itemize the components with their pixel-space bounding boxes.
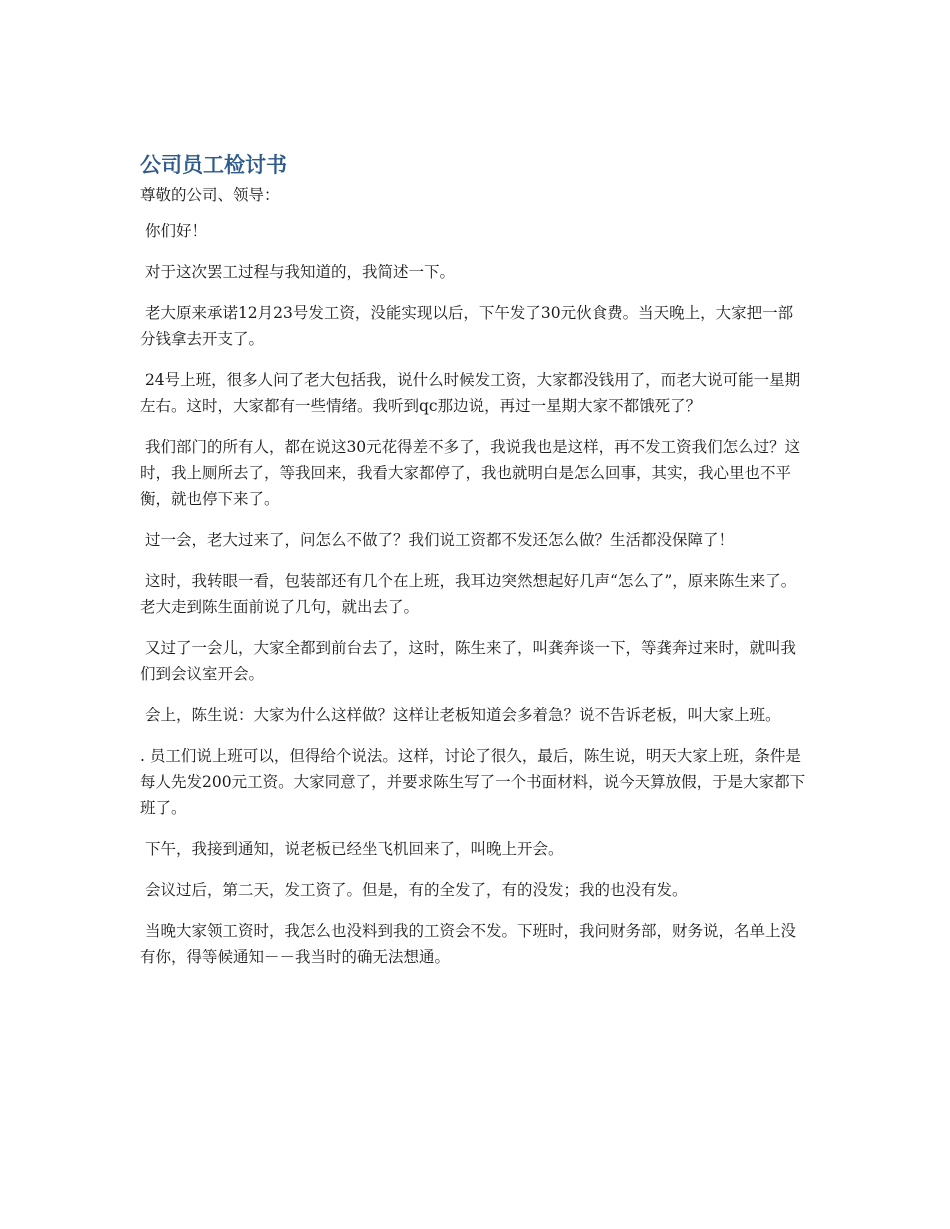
- document-page: [140, 148, 808, 985]
- salutation: 尊敬的公司、领导：: [140, 186, 280, 204]
- document-title: 公司员工检讨书: [140, 153, 287, 177]
- paragraph: 老大原来承诺12月23号发工资，没能实现以后，下午发了30元伙食费。当天晚上，大家把一部分钱拿去开支了。: [140, 304, 794, 348]
- paragraph: 会议过后，第二天，发工资了。但是，有的全发了，有的没发；我的也没有发。: [140, 881, 688, 899]
- paragraph: 过一会，老大过来了，问怎么不做了？我们说工资都不发还怎么做？生活都没保障了！: [140, 531, 734, 549]
- paragraph: 这时，我转眼一看，包装部还有几个在上班，我耳边突然想起好几声“怎么了”，原来陈生来了。老大走到陈生面前说了几句，就出去了。: [140, 572, 797, 616]
- paragraph: 会上，陈生说：大家为什么这样做？这样让老板知道会多着急？说不告诉老板，叫大家上班。: [140, 706, 781, 724]
- paragraph: . 员工们说上班可以，但得给个说法。这样，讨论了很久，最后，陈生说，明天大家上班，条件是每人先发200元工资。大家同意了，并要求陈生写了一个书面材料，说今天算放假，于是大家都下班了。: [140, 747, 806, 817]
- paragraph: 当晚大家领工资时，我怎么也没料到我的工资会不发。下班时，我问财务部，财务说，名单上没有你，得等候通知－－我当时的确无法想通。: [140, 922, 796, 966]
- paragraph: 又过了一会儿，大家全都到前台去了，这时，陈生来了，叫龚奔谈一下，等龚奔过来时，就叫我们到会议室开会。: [140, 639, 796, 683]
- paragraph: 下午，我接到通知，说老板已经坐飞机回来了，叫晚上开会。: [140, 840, 564, 858]
- paragraph: 我们部门的所有人，都在说这30元花得差不多了，我说我也是这样，再不发工资我们怎么过？这时，我上厕所去了，等我回来，我看大家都停了，我也就明白是怎么回事，其实，我心里也不平衡，就也停下来了。: [140, 438, 801, 508]
- paragraph: 你们好！: [140, 222, 207, 240]
- paragraph: 对于这次罢工过程与我知道的，我简述一下。: [140, 263, 455, 281]
- paragraph: 24号上班，很多人问了老大包括我，说什么时候发工资，大家都没钱用了，而老大说可能一星期左右。这时，大家都有一些情绪。我听到qc那边说，再过一星期大家不都饿死了？: [140, 371, 801, 415]
